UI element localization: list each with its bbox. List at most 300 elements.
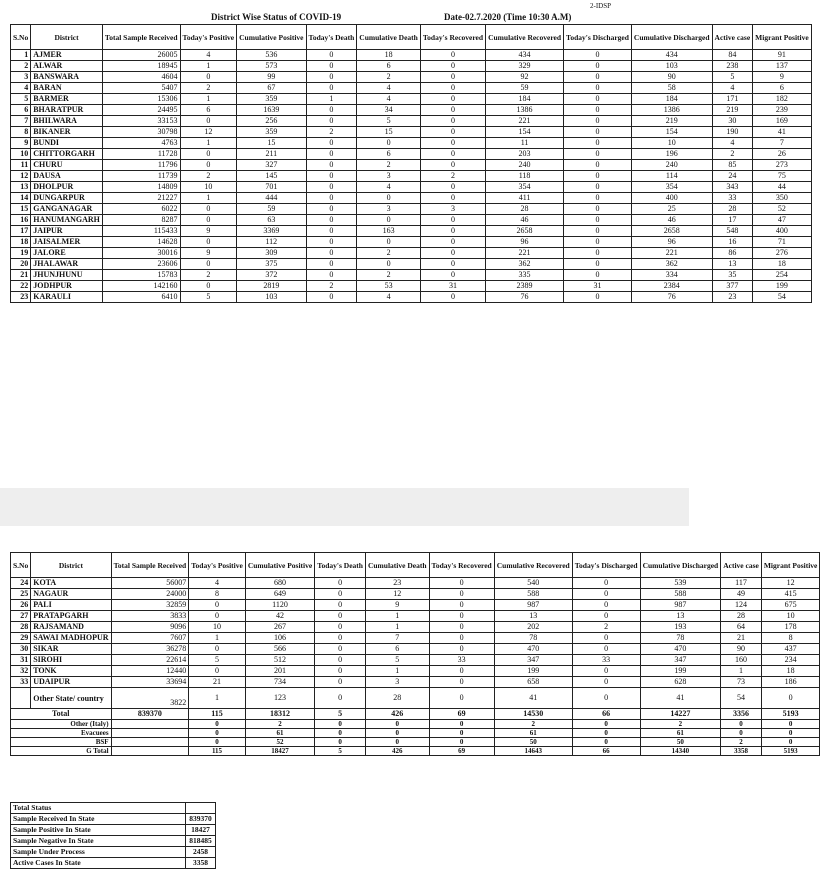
total-cell: Evacuees: [11, 729, 112, 738]
table-cell: 219: [631, 116, 712, 127]
table-cell: 196: [631, 149, 712, 160]
table-cell: 15: [11, 204, 31, 215]
table-cell: Other State/ country: [31, 688, 111, 709]
table-cell: 15306: [102, 94, 180, 105]
total-cell: 66: [572, 709, 640, 720]
table-cell: 0: [180, 160, 237, 171]
table-cell: 238: [712, 61, 753, 72]
table-cell: 1: [365, 611, 429, 622]
table-cell: 21: [721, 633, 762, 644]
table-cell: 0: [429, 666, 494, 677]
table-cell: 0: [564, 160, 632, 171]
table-cell: BIKANER: [31, 127, 103, 138]
table-cell: 2: [357, 248, 421, 259]
table-cell: 35: [712, 270, 753, 281]
total-cell: Total: [11, 709, 112, 720]
total-cell: 2: [245, 720, 314, 729]
table-cell: 11: [11, 160, 31, 171]
table-cell: 1: [180, 61, 237, 72]
table-cell: 573: [237, 61, 306, 72]
table-cell: 18: [357, 50, 421, 61]
column-header: Cumulative Recovered: [486, 25, 564, 50]
table-cell: 15: [357, 127, 421, 138]
table-cell: 415: [761, 589, 820, 600]
table-cell: 30798: [102, 127, 180, 138]
table-cell: 9: [180, 248, 237, 259]
table-cell: 658: [494, 677, 572, 688]
table-cell: 5: [189, 655, 246, 666]
table-cell: 16: [712, 237, 753, 248]
column-header: Cumulative Discharged: [640, 553, 721, 578]
table-cell: 239: [753, 105, 812, 116]
column-header: District: [31, 25, 103, 50]
table-cell: 24: [11, 578, 31, 589]
table-row: [11, 578, 820, 589]
table-cell: 437: [761, 644, 820, 655]
table-cell: 539: [640, 578, 721, 589]
table-cell: 0: [420, 248, 485, 259]
table-cell: BANSWARA: [31, 72, 103, 83]
table-cell: 199: [753, 281, 812, 292]
table-row: [11, 226, 812, 237]
table-cell: 1386: [631, 105, 712, 116]
total-cell: 0: [429, 729, 494, 738]
table-cell: 1120: [245, 600, 314, 611]
table-cell: 124: [721, 600, 762, 611]
table-cell: 32: [11, 666, 31, 677]
table-cell: 7607: [111, 633, 189, 644]
table-cell: 0: [420, 226, 485, 237]
table-cell: 0: [306, 193, 357, 204]
table-cell: 10: [189, 622, 246, 633]
status-label: Sample Negative In State: [11, 836, 186, 847]
table-cell: 91: [753, 50, 812, 61]
table-cell: 0: [564, 215, 632, 226]
table-cell: 0: [564, 237, 632, 248]
table-cell: 34: [357, 105, 421, 116]
table-row: [11, 83, 812, 94]
table-cell: 566: [245, 644, 314, 655]
table-cell: 3: [365, 677, 429, 688]
column-header: Today's Recovered: [420, 25, 485, 50]
table-row: [11, 160, 812, 171]
table-row: [11, 237, 812, 248]
total-cell: 0: [761, 729, 820, 738]
table-cell: 470: [640, 644, 721, 655]
table-row: [11, 688, 820, 709]
column-header: Active case: [721, 553, 762, 578]
table-cell: 73: [721, 677, 762, 688]
table-cell: 58: [631, 83, 712, 94]
table-cell: 2: [420, 171, 485, 182]
table-cell: 1: [189, 688, 246, 709]
total-cell: 115: [189, 709, 246, 720]
table-cell: 13: [640, 611, 721, 622]
table-cell: 154: [486, 127, 564, 138]
table-cell: 0: [572, 677, 640, 688]
table-cell: 0: [180, 149, 237, 160]
table-cell: 0: [306, 83, 357, 94]
table-cell: 334: [631, 270, 712, 281]
table-cell: 219: [712, 105, 753, 116]
table-cell: 71: [753, 237, 812, 248]
table-cell: 4: [357, 292, 421, 303]
table-cell: 273: [753, 160, 812, 171]
column-header: S.No: [11, 25, 31, 50]
total-cell: G Total: [11, 747, 112, 756]
table-cell: 470: [494, 644, 572, 655]
table-cell: 7: [753, 138, 812, 149]
table-cell: 0: [564, 292, 632, 303]
table-cell: 4604: [102, 72, 180, 83]
table-cell: 221: [631, 248, 712, 259]
table-cell: 0: [572, 600, 640, 611]
table-cell: 115433: [102, 226, 180, 237]
table-cell: 23: [11, 292, 31, 303]
table-cell: 20: [11, 259, 31, 270]
table-cell: 14628: [102, 237, 180, 248]
table-cell: HANUMANGARH: [31, 215, 103, 226]
table-cell: 1: [721, 666, 762, 677]
table-row: [11, 655, 820, 666]
table-cell: 193: [640, 622, 721, 633]
table-cell: RAJSAMAND: [31, 622, 111, 633]
column-header: Today's Positive: [189, 553, 246, 578]
table-cell: 211: [237, 149, 306, 160]
table-row: [11, 589, 820, 600]
table-row: [11, 72, 812, 83]
table-cell: 78: [494, 633, 572, 644]
table-cell: 0: [315, 600, 366, 611]
table-cell: 28: [721, 611, 762, 622]
table-cell: 0: [572, 644, 640, 655]
table-cell: 6: [357, 149, 421, 160]
column-header: Today's Discharged: [564, 25, 632, 50]
table-cell: 31: [11, 655, 31, 666]
table-cell: 0: [306, 237, 357, 248]
table-cell: 0: [564, 72, 632, 83]
column-header: Cumulative Positive: [245, 553, 314, 578]
status-label: Active Cases In State: [11, 858, 186, 869]
table-cell: 85: [712, 160, 753, 171]
table-cell: KOTA: [31, 578, 111, 589]
table-cell: 30: [11, 644, 31, 655]
total-cell: BSF: [11, 738, 112, 747]
table-cell: 28: [11, 622, 31, 633]
table-cell: 2: [357, 270, 421, 281]
total-cell: 61: [245, 729, 314, 738]
table-cell: 42: [245, 611, 314, 622]
table-cell: 21227: [102, 193, 180, 204]
table-cell: 8287: [102, 215, 180, 226]
table-cell: 0: [315, 655, 366, 666]
total-cell: 115: [189, 747, 246, 756]
table-cell: 21: [11, 270, 31, 281]
table-cell: 0: [429, 589, 494, 600]
table-cell: 0: [420, 182, 485, 193]
table-cell: 0: [564, 127, 632, 138]
table-cell: 327: [237, 160, 306, 171]
table-cell: 59: [237, 204, 306, 215]
table-cell: 3833: [111, 611, 189, 622]
total-cell: [111, 738, 189, 747]
column-header: Cumulative Death: [357, 25, 421, 50]
table-row: [11, 600, 820, 611]
table-cell: 54: [753, 292, 812, 303]
status-row: [11, 814, 216, 825]
table-cell: 10: [761, 611, 820, 622]
table-cell: 362: [486, 259, 564, 270]
table-cell: 540: [494, 578, 572, 589]
table-cell: 7: [11, 116, 31, 127]
total-cell: 5: [315, 709, 366, 720]
table-cell: 0: [306, 160, 357, 171]
table-cell: SAWAI MADHOPUR: [31, 633, 111, 644]
table-cell: 41: [753, 127, 812, 138]
table-cell: 2819: [237, 281, 306, 292]
table-cell: 0: [564, 83, 632, 94]
table-cell: 90: [721, 644, 762, 655]
table-cell: 4: [712, 83, 753, 94]
table-cell: 0: [420, 215, 485, 226]
table-row: [11, 182, 812, 193]
table-cell: ALWAR: [31, 61, 103, 72]
table-cell: 1: [365, 622, 429, 633]
table-cell: 2: [712, 149, 753, 160]
table-cell: 169: [753, 116, 812, 127]
total-cell: 14227: [640, 709, 721, 720]
table-cell: 588: [640, 589, 721, 600]
table-cell: 25: [631, 204, 712, 215]
table-cell: 0: [315, 622, 366, 633]
total-cell: Other (Italy): [11, 720, 112, 729]
table-cell: 0: [564, 105, 632, 116]
table-cell: 0: [420, 72, 485, 83]
table-cell: 0: [420, 83, 485, 94]
table-cell: 400: [631, 193, 712, 204]
table-cell: 6022: [102, 204, 180, 215]
total-cell: 0: [429, 738, 494, 747]
column-header: District: [31, 553, 111, 578]
total-cell: 0: [189, 720, 246, 729]
table-cell: 0: [306, 248, 357, 259]
table-cell: 0: [420, 270, 485, 281]
table-cell: 0: [180, 281, 237, 292]
table-cell: 27: [11, 611, 31, 622]
table-cell: 5: [11, 94, 31, 105]
table-cell: 267: [245, 622, 314, 633]
total-cell: 61: [494, 729, 572, 738]
table-cell: 11: [486, 138, 564, 149]
table-cell: 106: [245, 633, 314, 644]
table-cell: 0: [189, 666, 246, 677]
table-cell: [11, 688, 31, 709]
table-cell: 5: [357, 116, 421, 127]
table-cell: 377: [712, 281, 753, 292]
table-cell: 0: [306, 292, 357, 303]
table-cell: 0: [306, 171, 357, 182]
table-cell: 680: [245, 578, 314, 589]
table-cell: 28: [486, 204, 564, 215]
total-cell: 0: [315, 729, 366, 738]
total-cell: 2: [494, 720, 572, 729]
table-cell: 6: [11, 105, 31, 116]
table-cell: 0: [420, 94, 485, 105]
table-cell: 13: [11, 182, 31, 193]
table-row: [11, 248, 812, 259]
status-title: Total Status: [11, 803, 186, 814]
table-cell: 12: [11, 171, 31, 182]
table-cell: 0: [315, 633, 366, 644]
table-cell: 1639: [237, 105, 306, 116]
table-cell: 199: [640, 666, 721, 677]
table-cell: 0: [180, 116, 237, 127]
table-cell: 26: [11, 600, 31, 611]
table-cell: 15783: [102, 270, 180, 281]
table-cell: 0: [572, 578, 640, 589]
table-cell: 0: [357, 237, 421, 248]
column-header: Cumulative Recovered: [494, 553, 572, 578]
table-cell: 221: [486, 116, 564, 127]
table-cell: 0: [572, 633, 640, 644]
column-header: Cumulative Positive: [237, 25, 306, 50]
page-2: [0, 526, 818, 884]
table-cell: 103: [631, 61, 712, 72]
table-cell: 0: [315, 611, 366, 622]
table-cell: 2: [306, 127, 357, 138]
table-cell: 2: [306, 281, 357, 292]
table-cell: 2384: [631, 281, 712, 292]
table-cell: 25: [11, 589, 31, 600]
table-cell: 221: [486, 248, 564, 259]
table-cell: 92: [486, 72, 564, 83]
table-cell: 375: [237, 259, 306, 270]
table-cell: 13: [712, 259, 753, 270]
table-cell: BHILWARA: [31, 116, 103, 127]
table-row: [11, 666, 820, 677]
table-cell: PRATAPGARH: [31, 611, 111, 622]
table-cell: GANGANAGAR: [31, 204, 103, 215]
table-cell: 8: [761, 633, 820, 644]
table-cell: 16: [11, 215, 31, 226]
table-cell: 8: [189, 589, 246, 600]
total-cell: 0: [572, 720, 640, 729]
total-cell: 14530: [494, 709, 572, 720]
table-cell: 0: [420, 149, 485, 160]
table-cell: 434: [631, 50, 712, 61]
table-cell: 350: [753, 193, 812, 204]
table-cell: 343: [712, 182, 753, 193]
table-cell: 0: [306, 215, 357, 226]
table-cell: 434: [486, 50, 564, 61]
table-row: [11, 116, 812, 127]
table-cell: 0: [420, 50, 485, 61]
table-cell: 240: [631, 160, 712, 171]
table-cell: 182: [753, 94, 812, 105]
status-label: Sample Positive In State: [11, 825, 186, 836]
table-row: [11, 149, 812, 160]
total-cell: 5193: [761, 747, 820, 756]
table-cell: 0: [564, 270, 632, 281]
table-cell: 23: [365, 578, 429, 589]
table-cell: 1: [180, 138, 237, 149]
table-cell: 2: [180, 171, 237, 182]
table-cell: 123: [245, 688, 314, 709]
total-cell: 61: [640, 729, 721, 738]
table-cell: 28: [365, 688, 429, 709]
table-cell: 17: [712, 215, 753, 226]
table-cell: 335: [486, 270, 564, 281]
table-cell: 0: [564, 226, 632, 237]
table-cell: 46: [631, 215, 712, 226]
total-cell: 0: [721, 729, 762, 738]
table-cell: 203: [486, 149, 564, 160]
table-cell: 0: [564, 193, 632, 204]
table-cell: 0: [306, 149, 357, 160]
total-cell: 52: [245, 738, 314, 747]
table-cell: 372: [237, 270, 306, 281]
table-cell: 0: [420, 160, 485, 171]
table-cell: SIKAR: [31, 644, 111, 655]
table-cell: 0: [180, 215, 237, 226]
table-cell: 5407: [102, 83, 180, 94]
table-cell: 347: [494, 655, 572, 666]
total-cell: 0: [572, 738, 640, 747]
table-cell: 86: [712, 248, 753, 259]
table-cell: 103: [237, 292, 306, 303]
table-cell: 0: [315, 589, 366, 600]
total-cell: 0: [429, 720, 494, 729]
table-cell: 59: [486, 83, 564, 94]
table-cell: 36278: [111, 644, 189, 655]
table-cell: 0: [429, 622, 494, 633]
table-cell: 53: [357, 281, 421, 292]
status-row: [11, 825, 216, 836]
total-row: [11, 738, 820, 747]
table-cell: 6410: [102, 292, 180, 303]
table-cell: 75: [753, 171, 812, 182]
table-cell: 0: [189, 644, 246, 655]
table-cell: 0: [306, 259, 357, 270]
table-cell: 701: [237, 182, 306, 193]
table-row: [11, 281, 812, 292]
table-cell: 31: [420, 281, 485, 292]
table-cell: 0: [564, 61, 632, 72]
total-row: [11, 720, 820, 729]
table-cell: 2: [357, 72, 421, 83]
table-cell: 41: [494, 688, 572, 709]
table-cell: TONK: [31, 666, 111, 677]
table-cell: 0: [420, 116, 485, 127]
table-cell: DHOLPUR: [31, 182, 103, 193]
table-cell: 163: [357, 226, 421, 237]
total-status-table: [10, 802, 216, 869]
district-table-1: [10, 24, 812, 303]
table-cell: 145: [237, 171, 306, 182]
total-cell: 5193: [761, 709, 820, 720]
table-cell: 11796: [102, 160, 180, 171]
table-cell: 0: [180, 204, 237, 215]
table-cell: 2: [180, 83, 237, 94]
table-cell: 18945: [102, 61, 180, 72]
table-cell: JALORE: [31, 248, 103, 259]
total-cell: 3356: [721, 709, 762, 720]
table-row: [11, 105, 812, 116]
table-cell: 186: [761, 677, 820, 688]
table-row: [11, 193, 812, 204]
table-cell: 56007: [111, 578, 189, 589]
table-cell: 6: [180, 105, 237, 116]
